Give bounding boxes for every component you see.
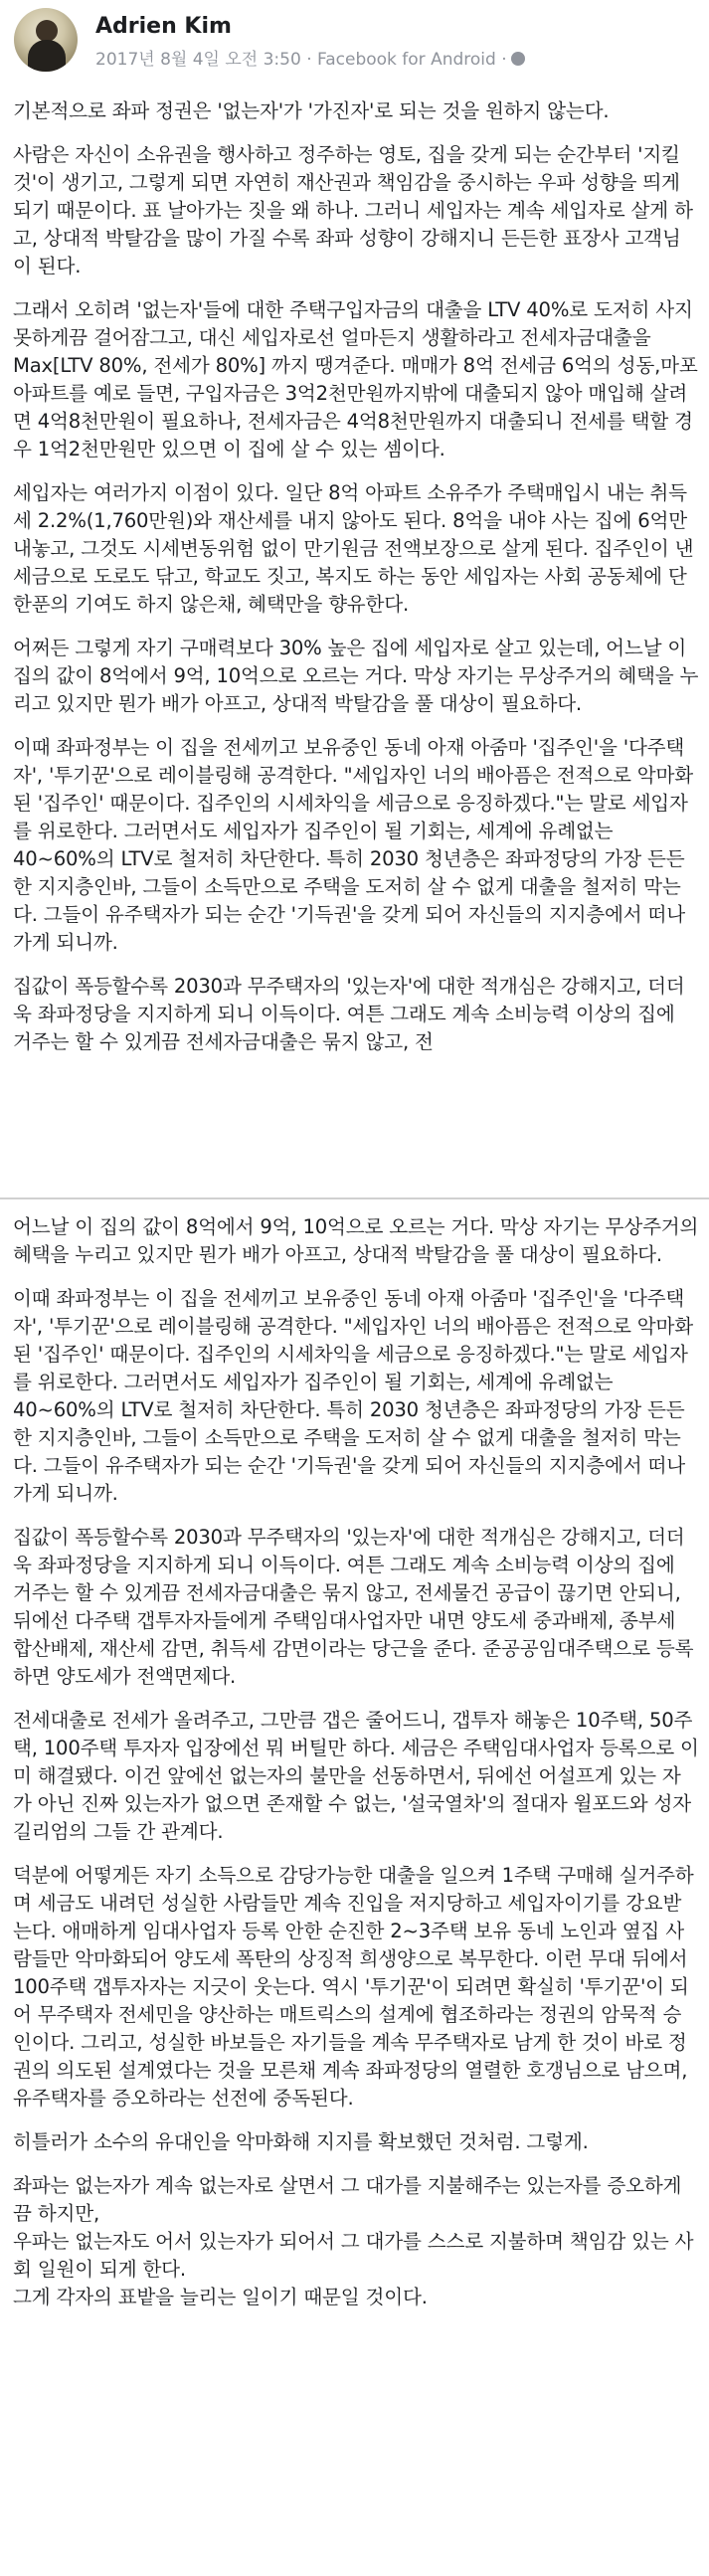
paragraph: 그래서 오히려 '없는자'들에 대한 주택구입자금의 대출을 LTV 40%로 도저히 사지 못하게끔 걸어잠그고, 대신 세입자로선 얼마든지 생활하라고 전세자금대출을 Max[LTV 80%, 전세가 80%] 까지 땡겨준다. 매매가 8억 전세금 6억의 성동,마포 아파트를 예로 들면, 구입자금은 3억2천만원까지밖에 대출되지 않아 매입해 살려면 4억8천만원이 필요하나, 전세자금은 4억8천만원까지 대출되니 전세를 택할 경우 1억2천만원만 있으면 이 집에 살 수 있는 셈이다. (13, 298, 698, 460)
avatar[interactable] (14, 8, 78, 72)
post-meta (95, 45, 525, 70)
paragraph: 이때 좌파정부는 이 집을 전세끼고 보유중인 동네 아재 아줌마 '집주인'을 '다주택자', '투기꾼'으로 레이블링해 공격한다. "세입자인 너의 배아픔은 전적으로 악마화된 '집주인' 때문이다. 집주인의 시세차익을 세금으로 응징하겠다."는 말로 세입자를 위로한다. 그러면서도 세입자가 집주인이 될 기회는, 세계에 유례없는 40~60%의 LTV로 철저히 차단한다. 특히 2030 청년층은 좌파정당의 가장 든든한 지지층인바, 그들이 소득만으로 주택을 도저히 살 수 없게 대출을 철저히 막는다. 그들이 유주택자가 되는 순간 '기득권'을 갖게 되어 자신들의 지지층에서 떠나가게 되니까. (13, 1287, 693, 1505)
post-timestamp: 2017년 8월 4일 오전 3:50 · Facebook for Android · (95, 50, 507, 70)
author-name[interactable]: Adrien Kim (95, 14, 232, 39)
paragraph: 전세대출로 전세가 올려주고, 그만큼 갭은 줄어드니, 갭투자 해놓은 10주택, 50주택, 100주택 투자자 입장에선 뭐 버틸만 하다. 세금은 주택임대사업자 등록으로 이미 해결됐다. 이건 앞에선 없는자의 불만을 선동하면서, 뒤에선 어설프게 있는 자가 아닌 진짜 있는자가 없으면 존재할 수 없는, '설국열차'의 절대자 윌포드와 성자 길리엄의 그들 간 관계다. (13, 1709, 699, 1843)
post-body-screenshot-2 (13, 1213, 699, 2576)
paragraph: 세입자는 여러가지 이점이 있다. 일단 8억 아파트 소유주가 주택매입시 내는 취득세 2.2%(1,760만원)와 재산세를 내지 않아도 된다. 8억을 내야 사는 집에 6억만 내놓고, 그것도 시세변동위험 없이 만기원금 전액보장으로 살게 된다. 집주인이 낸 세금으로 도로도 닦고, 학교도 짓고, 복지도 하는 동안 세입자는 사회 공동체에 단 한푼의 기여도 하지 않은채, 혜택만을 향유한다. (13, 481, 694, 616)
paragraph: 집값이 폭등할수록 2030과 무주택자의 '있는자'에 대한 적개심은 강해지고, 더더욱 좌파정당을 지지하게 되니 이득이다. 여튼 그래도 계속 소비능력 이상의 집에 거주는 할 수 있게끔 전세자금대출은 묶지 않고, 전세물건 공급이 끊기면 안되니, 뒤에선 다주택 갭투자자들에게 주택임대사업자만 내면 양도세 중과배제, 종부세 합산배제, 재산세 감면, 취득세 감면이라는 당근을 준다. 준공공임대주택으로 등록하면 양도세가 전액면제다. (13, 1526, 694, 1688)
text-line: 우파는 없는자도 어서 있는자가 되어서 그 대가를 스스로 지불하며 책임감 있는 사회 일원이 되게 한다. (13, 2230, 694, 2281)
paragraph: 어느날 이 집의 값이 8억에서 9억, 10억으로 오르는 거다. 막상 자기는 무상주거의 혜택을 누리고 있지만 뭔가 배가 아프고, 상대적 박탈감을 풀 대상이 필요하다. (13, 1215, 699, 1266)
post-body-screenshot-1 (13, 97, 699, 1184)
paragraph-multiline (13, 2172, 699, 2311)
paragraph: 히틀러가 소수의 유대인을 악마화해 지지를 확보했던 것처럼. 그렇게. (13, 2130, 589, 2153)
post-header (0, 0, 709, 88)
paragraph: 사람은 자신이 소유권을 행사하고 정주하는 영토, 집을 갖게 되는 순간부터 '지킬것'이 생기고, 그렇게 되면 자연히 재산권과 책임감을 중시하는 우파 성향을 띄게 되기 때문이다. 표 날아가는 짓을 왜 하나. 그러니 세입자는 계속 세입자로 살게 하고, 상대적 박탈감을 많이 가질 수록 좌파 성향이 강해지니 든든한 표장사 고객님이 된다. (13, 143, 693, 277)
text-line: 그게 각자의 표밭을 늘리는 일이기 때문일 것이다. (13, 2286, 428, 2308)
paragraph: 어쩌든 그렇게 자기 구매력보다 30% 높은 집에 세입자로 살고 있는데, 어느날 이 집의 값이 8억에서 9억, 10억으로 오르는 거다. 막상 자기는 무상주거의 혜택을 누리고 있지만 뭔가 배가 아프고, 상대적 박탈감을 풀 대상이 필요하다. (13, 637, 699, 715)
text-line: 좌파는 없는자가 계속 없는자로 살면서 그 대가를 지불해주는 있는자를 증오하게끔 하지만, (13, 2174, 682, 2225)
paragraph: 집값이 폭등할수록 2030과 무주택자의 '있는자'에 대한 적개심은 강해지고, 더더욱 좌파정당을 지지하게 되니 이득이다. 여튼 그래도 계속 소비능력 이상의 집에 거주는 할 수 있게끔 전세자금대출은 묶지 않고, 전 (13, 975, 685, 1053)
paragraph: 이때 좌파정부는 이 집을 전세끼고 보유중인 동네 아재 아줌마 '집주인'을 '다주택자', '투기꾼'으로 레이블링해 공격한다. "세입자인 너의 배아픔은 전적으로 악마화된 '집주인' 때문이다. 집주인의 시세차익을 세금으로 응징하겠다."는 말로 세입자를 위로한다. 그러면서도 세입자가 집주인이 될 기회는, 세계에 유례없는 40~60%의 LTV로 철저히 차단한다. 특히 2030 청년층은 좌파정당의 가장 든든한 지지층인바, 그들이 소득만으로 주택을 도저히 살 수 없게 대출을 철저히 막는다. 그들이 유주택자가 되는 순간 '기득권'을 갖게 되어 자신들의 지지층에서 떠나가게 되니까. (13, 736, 693, 954)
globe-icon (511, 52, 525, 66)
paragraph: 덕분에 어떻게든 자기 소득으로 감당가능한 대출을 일으켜 1주택 구매해 실거주하며 세금도 내려던 성실한 사람들만 계속 진입을 저지당하고 세입자이기를 강요받는다. 애매하게 임대사업자 등록 안한 순진한 2~3주택 보유 동네 노인과 옆집 사람들만 악마화되어 양도세 폭탄의 상징적 희생양으로 복무한다. 이런 무대 뒤에서 100주택 갭투자자는 지긋이 웃는다. 역시 '투기꾼'이 되려면 확실히 '투기꾼'이 되어 무주택자 전세민을 양산하는 매트릭스의 설계에 협조하라는 정권의 암묵적 승인이다. 그리고, 성실한 바보들은 자기들을 계속 무주택자로 남게 한 것이 바로 정권의 의도된 설계였다는 것을 모른채 계속 좌파정당의 열렬한 호갱님으로 남으며, 유주택자를 증오하라는 선전에 중독된다. (13, 1864, 694, 2110)
avatar-body (28, 40, 66, 72)
avatar-head (36, 20, 58, 42)
paragraph: 기본적으로 좌파 정권은 '없는자'가 '가진자'로 되는 것을 원하지 않는다. (13, 99, 610, 122)
screenshot-divider (0, 1197, 709, 1209)
